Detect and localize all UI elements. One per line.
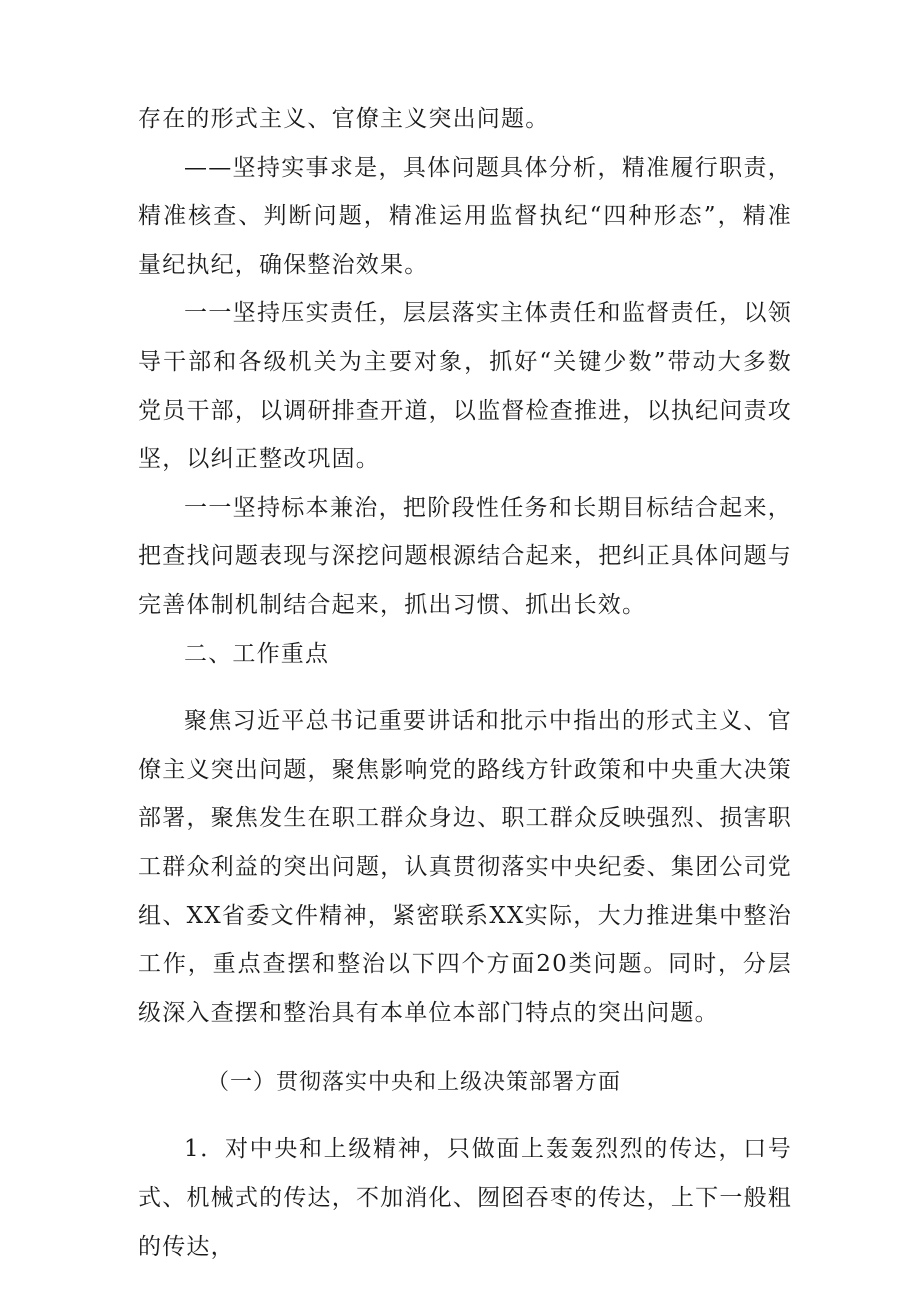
subheading: （一）贯彻落实中央和上级决策部署方面 xyxy=(207,1070,622,1096)
paragraph-root-causes: 一一坚持标本兼治，把阶段性任务和长期目标结合起来，把查找问题表现与深挖问题根源结合起来，把纠正具体问题与完善体制机制结合起来，抓出习惯、抓出长效。 xyxy=(138,494,792,618)
paragraph-seek-truth: ——坚持实事求是，具体问题具体分析，精准履行职责，精准核查、判断问题，精准运用监督执纪“四种形态”，精准量纪执纪，确保整治效果。 xyxy=(138,154,792,278)
paragraph-responsibility: 一一坚持压实责任，层层落实主体责任和监督责任，以领导干部和各级机关为主要对象，抓好“关键少数”带动大多数党员干部，以调研排查开道，以监督检查推进，以执纪问责攻坚，以纠正整改巩固。 xyxy=(138,300,792,473)
list-item: 1．对中央和上级精神，只做面上轰轰烈烈的传达，口号式、机械式的传达，不加消化、囫囵吞枣的传达，上下一般粗的传达， xyxy=(138,1136,792,1260)
document-body xyxy=(138,95,792,1271)
section-body: 聚焦习近平总书记重要讲话和批示中指出的形式主义、官僚主义突出问题，聚焦影响党的路线方针政策和中央重大决策部署，聚焦发生在职工群众身边、职工群众反映强烈、损害职工群众利益的突出问题，认真贯彻落实中央纪委、集团公司党组、XX省委文件精神，紧密联系XX实际，大力推进集中整治工作，重点查摆和整治以下四个方面20类问题。同时，分层级深入查摆和整治具有本单位本部门特点的突出问题。 xyxy=(138,708,792,1026)
paragraph-continuation: 存在的形式主义、官僚主义突出问题。 xyxy=(138,106,550,132)
section-heading: 二、工作重点 xyxy=(184,640,330,667)
